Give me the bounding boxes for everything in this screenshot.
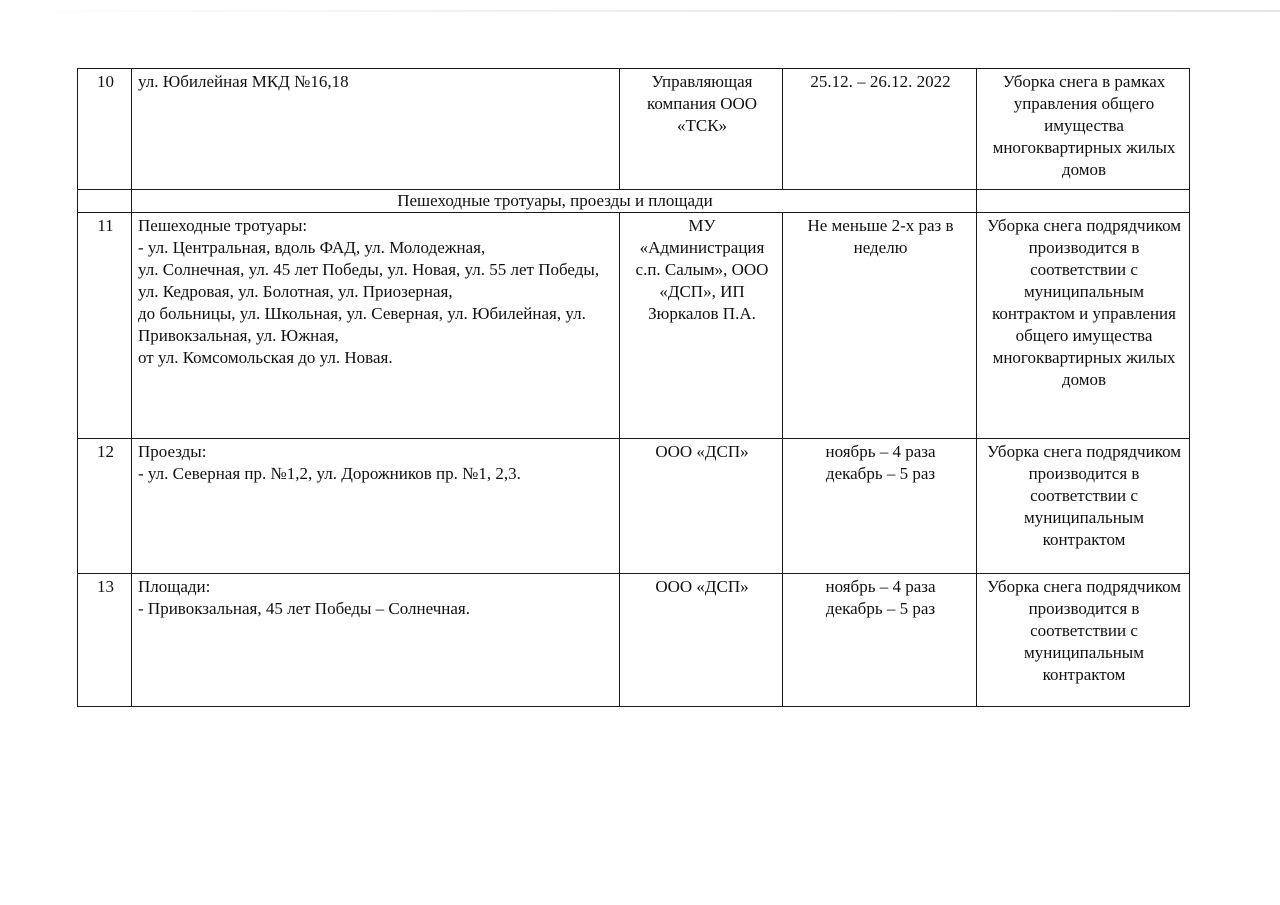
- table-row-12: [78, 439, 1190, 574]
- table-row-10: [78, 69, 1190, 190]
- row-number: 11: [78, 213, 132, 439]
- row-number: 13: [78, 574, 132, 707]
- row-note: Уборка снега подрядчиком производится в соответствии с муниципальным контрактом: [977, 574, 1190, 707]
- section-note-cell: [977, 190, 1190, 213]
- table-row-11: [78, 213, 1190, 439]
- row-address: Площади: - Привокзальная, 45 лет Победы – Солнечная.: [132, 574, 620, 707]
- row-executor: МУ «Администрация с.п. Салым», ООО «ДСП», ИП Зюркалов П.А.: [620, 213, 783, 439]
- row-note: Уборка снега подрядчиком производится в соответствии с муниципальным контрактом и управления общего имущества многоквартирных жилых домов: [977, 213, 1190, 439]
- scan-edge-shadow: [0, 10, 1280, 12]
- row-address: Пешеходные тротуары: - ул. Центральная, вдоль ФАД, ул. Молодежная, ул. Солнечная, ул. 45 лет Победы, ул. Новая, ул. 55 лет Победы, ул. Кедровая, ул. Болотная, ул. Приозерная, до больницы, ул. Школьная, ул. Северная, ул. Юбилейная, ул. Привокзальная, ул. Южная, от ул. Комсомольская до ул. Новая.: [132, 213, 620, 439]
- row-address: Проезды: - ул. Северная пр. №1,2, ул. Дорожников пр. №1, 2,3.: [132, 439, 620, 574]
- section-header-row: [78, 190, 1190, 213]
- row-term: ноябрь – 4 раза декабрь – 5 раз: [783, 574, 977, 707]
- table-row-13: [78, 574, 1190, 707]
- row-term: Не меньше 2-х раз в неделю: [783, 213, 977, 439]
- section-number-cell: [78, 190, 132, 213]
- section-title: Пешеходные тротуары, проезды и площади: [132, 190, 977, 213]
- row-term: 25.12. – 26.12. 2022: [783, 69, 977, 190]
- row-executor: ООО «ДСП»: [620, 439, 783, 574]
- row-term: ноябрь – 4 раза декабрь – 5 раз: [783, 439, 977, 574]
- snow-cleaning-table: [77, 68, 1190, 707]
- row-executor: ООО «ДСП»: [620, 574, 783, 707]
- row-number: 12: [78, 439, 132, 574]
- row-number: 10: [78, 69, 132, 190]
- row-note: Уборка снега подрядчиком производится в соответствии с муниципальным контрактом: [977, 439, 1190, 574]
- row-address: ул. Юбилейная МКД №16,18: [132, 69, 620, 190]
- row-note: Уборка снега в рамках управления общего имущества многоквартирных жилых домов: [977, 69, 1190, 190]
- row-executor: Управляющая компания ООО «ТСК»: [620, 69, 783, 190]
